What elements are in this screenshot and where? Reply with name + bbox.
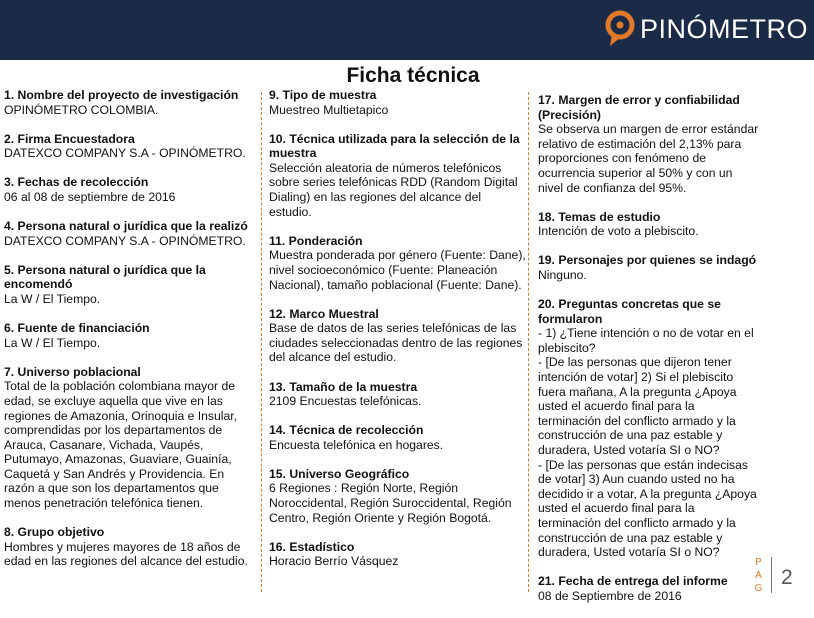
ficha-item xyxy=(4,525,256,569)
column-divider xyxy=(528,92,529,592)
ficha-item xyxy=(4,219,256,248)
ficha-item xyxy=(269,234,527,292)
opinometro-logo-icon xyxy=(604,10,636,48)
ficha-item xyxy=(269,88,527,117)
item-title: 10. Técnica utilizada para la selección de la muestra xyxy=(269,131,520,161)
item-title: 7. Universo poblacional xyxy=(4,364,141,379)
item-text: Base de datos de las series telefónicas de las ciudades seleccionadas dentro de las regiones del alcance del estudio. xyxy=(269,321,523,365)
item-text: - 1) ¿Tiene intención o no de votar en el plebiscito? - [De las personas que dijeron tener intención de votar] 2) Si el plebiscito fuera mañana, A la pregunta ¿Apoya usted el acuerdo final para la terminación del conflicto armado y la construcción de una paz estable y duradera, Usted votaría SI o NO? - [De las personas que están indecisas de votar] 3) Aun cuando usted no ha decidido ir a votar, A la pregunta ¿Apoya usted el acuerdo final para la terminación del conflicto armado y la construcción de una paz estable y duradera, Usted votaría SI o NO? xyxy=(538,326,757,560)
item-title: 19. Personajes por quienes se indagó xyxy=(538,253,757,268)
ficha-item xyxy=(4,321,256,350)
pag-letter: A xyxy=(755,570,763,581)
item-text: 08 de Septiembre de 2016 xyxy=(538,588,682,603)
ficha-item xyxy=(538,210,760,239)
item-title: 20. Preguntas concretas que se formularon xyxy=(538,297,721,326)
ficha-item xyxy=(538,574,760,603)
item-text: OPINÓMETRO COLOMBIA. xyxy=(4,102,159,117)
item-text: Intención de voto a plebiscito. xyxy=(538,224,699,239)
brand-logo xyxy=(604,9,808,49)
item-text: Selección aleatoria de números telefónicos sobre series telefónicas RDD (Random Digital Dialing) en las regiones del alcance del estudio. xyxy=(269,160,518,219)
column-middle xyxy=(269,88,527,583)
item-text: 6 Regiones : Región Norte, Región Noroccidental, Región Suroccidental, Región Centro, Región Oriente y Región Bogotá. xyxy=(269,481,512,525)
ficha-item xyxy=(4,263,256,307)
item-title: 4. Persona natural o jurídica que la realizó xyxy=(4,219,248,234)
item-title: 11. Ponderación xyxy=(269,233,363,248)
page-title: Ficha técnica xyxy=(346,64,480,87)
item-title: 17. Margen de error y confiabilidad (Precisión) xyxy=(538,93,740,122)
item-text: Se observa un margen de error estándar relativo de estimación del 2,13% para proporciones con fenómeno de ocurrencia superior al 50% y con un nivel de confianza del 95%. xyxy=(538,122,759,195)
item-title: 18. Temas de estudio xyxy=(538,209,661,224)
item-text: Hombres y mujeres mayores de 18 años de edad en las regiones del alcance del estudio. xyxy=(4,539,248,569)
item-text: La W / El Tiempo. xyxy=(4,335,101,350)
item-text: Muestreo Multietapico xyxy=(269,102,389,117)
pag-label xyxy=(753,556,765,595)
ficha-item xyxy=(4,132,256,161)
item-title: 12. Marco Muestral xyxy=(269,306,379,321)
page-number: 2 xyxy=(781,566,793,589)
pag-letter: P xyxy=(755,557,763,568)
item-title: 16. Estadístico xyxy=(269,539,355,554)
ficha-item xyxy=(538,93,760,195)
item-title: 13. Tamaño de la muestra xyxy=(269,379,418,394)
item-title: 1. Nombre del proyecto de investigación xyxy=(4,88,239,102)
item-title: 14. Técnica de recolección xyxy=(269,423,424,438)
ficha-item xyxy=(269,467,527,525)
item-title: 15. Universo Geográfico xyxy=(269,466,410,481)
item-text: 06 al 08 de septiembre de 2016 xyxy=(4,189,176,204)
item-title: 6. Fuente de financiación xyxy=(4,321,150,336)
item-title: 3. Fechas de recolección xyxy=(4,175,149,190)
ficha-item xyxy=(269,307,527,365)
item-text: Ninguno. xyxy=(538,267,587,282)
item-title: 21. Fecha de entrega del informe xyxy=(538,574,728,589)
brand-name: PINÓMETRO xyxy=(639,13,808,44)
ficha-item xyxy=(4,365,256,511)
ficha-item xyxy=(269,132,527,220)
item-title: 2. Firma Encuestadora xyxy=(4,131,135,146)
column-left xyxy=(4,88,256,583)
ficha-item xyxy=(269,380,527,409)
column-right xyxy=(538,93,760,618)
page-number-divider xyxy=(771,557,772,593)
item-text: Total de la población colombiana mayor de edad, se excluye aquella que vive en las regiones de Amazonia, Orinoquia e Insular, comprendidas por los departamentos de Arauca, Casanare, Vichada, Vaupés, Putumayo, Amazonas, Guaviare, Guainía, Caquetá y San Andrés y Providencia. En razón a que son los departamentos que menos penetración telefónica tienen. xyxy=(4,379,238,511)
ficha-item xyxy=(4,175,256,204)
column-divider xyxy=(261,92,262,592)
ficha-item xyxy=(269,423,527,452)
item-text: DATEXCO COMPANY S.A - OPINÓMETRO. xyxy=(4,233,246,248)
item-title: 9. Tipo de muestra xyxy=(269,88,377,102)
item-text: Muestra ponderada por género (Fuente: Dane), nivel socioeconómico (Fuente: Planeación Nacional), tamaño poblacional (Fuente: Dane). xyxy=(269,248,526,292)
pag-letter: G xyxy=(754,583,764,594)
header-bar xyxy=(0,0,814,60)
item-text: Horacio Berrío Vásquez xyxy=(269,554,399,569)
item-title: 5. Persona natural o jurídica que la encomendó xyxy=(4,262,206,292)
ficha-item xyxy=(4,88,256,117)
ficha-item xyxy=(538,297,760,560)
item-title: 8. Grupo objetivo xyxy=(4,525,105,540)
ficha-item xyxy=(538,253,760,282)
item-text: La W / El Tiempo. xyxy=(4,291,101,306)
ficha-item xyxy=(269,540,527,569)
item-text: Encuesta telefónica en hogares. xyxy=(269,437,444,452)
item-text: DATEXCO COMPANY S.A - OPINÓMETRO. xyxy=(4,146,246,161)
item-text: 2109 Encuestas telefónicas. xyxy=(269,394,422,409)
